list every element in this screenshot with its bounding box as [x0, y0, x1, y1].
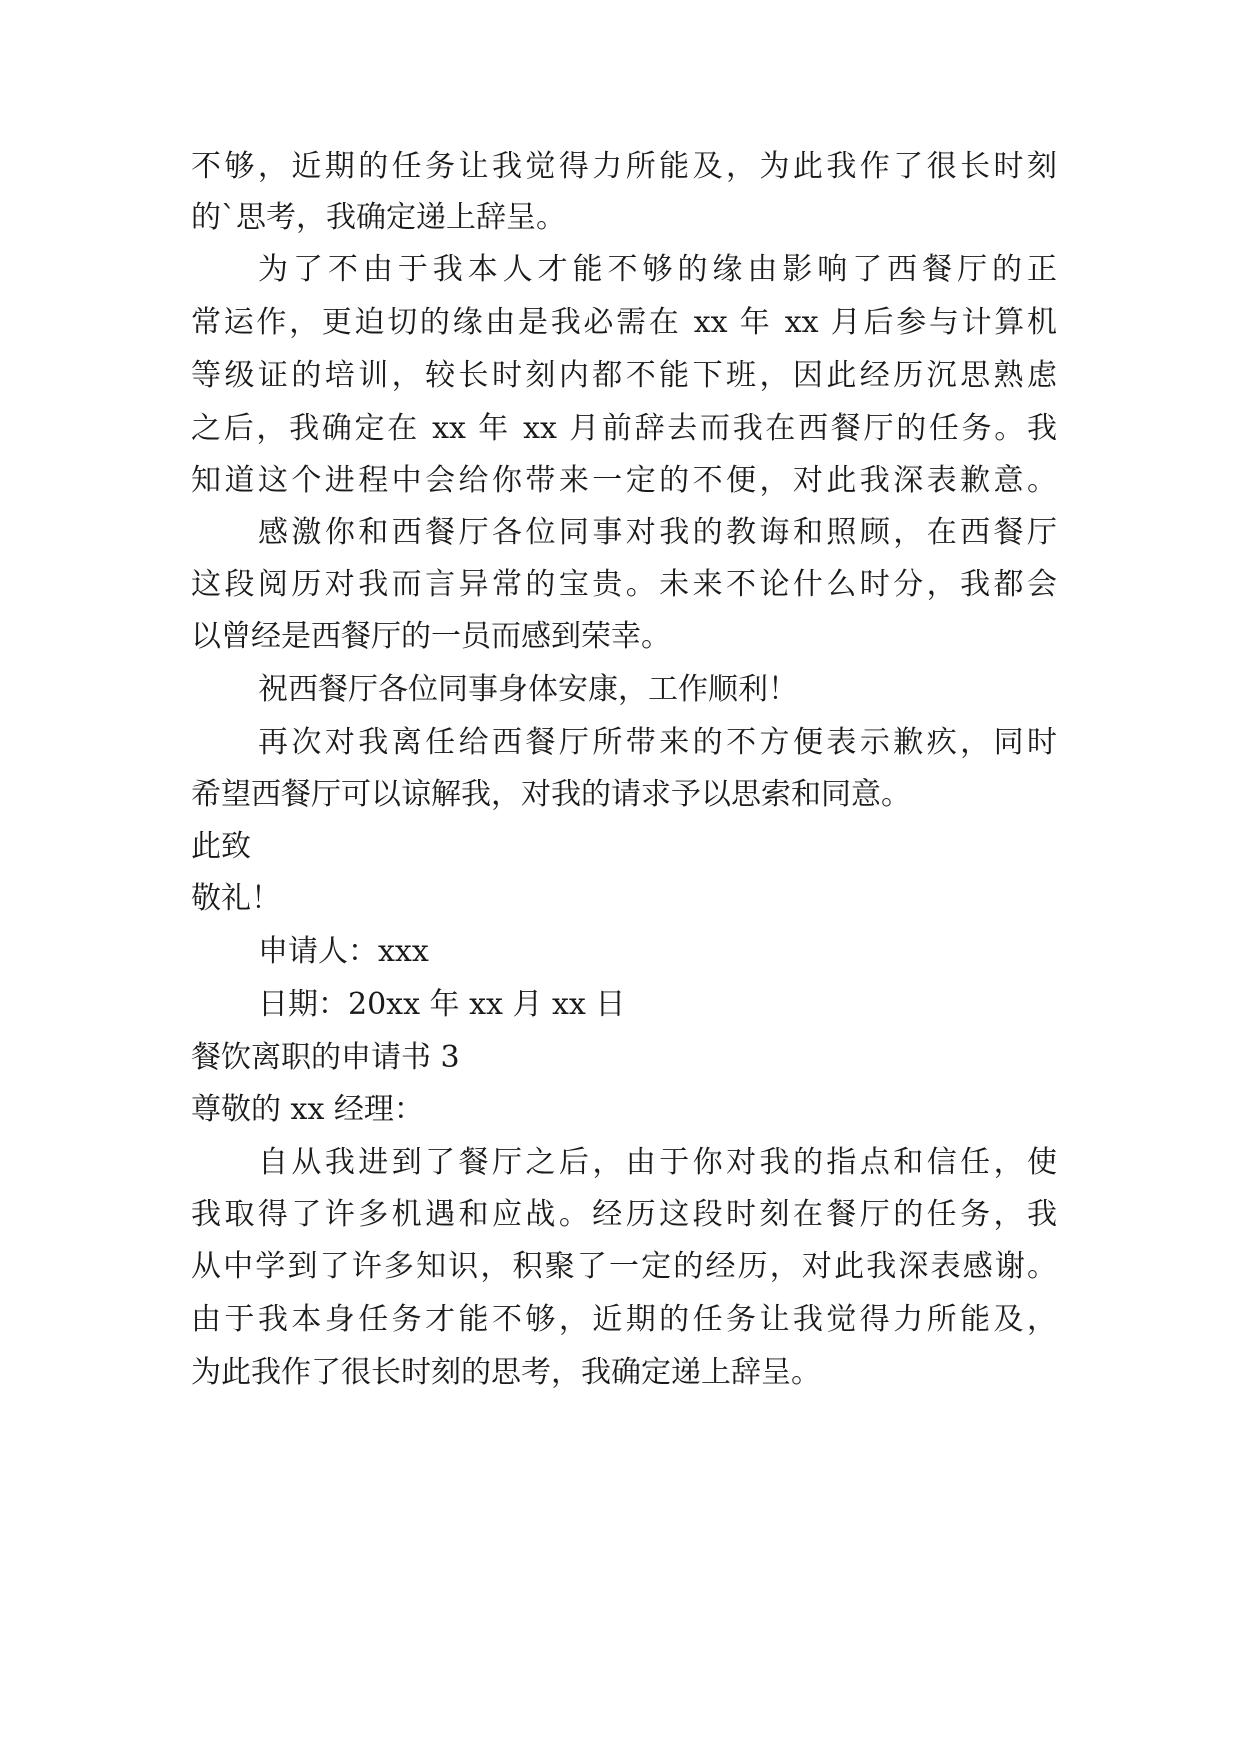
body-line: 等级证的培训，较长时刻内都不能下班，因此经历沉思熟虑 — [191, 358, 1057, 393]
paragraph-start-line: 为了不由于我本人才能不够的缘由影响了西餐厅的正 — [258, 252, 1057, 287]
body-line: 由于我本身任务才能不够，近期的任务让我觉得力所能及， — [191, 1302, 1057, 1337]
body-line: 以曾经是西餐厅的一员而感到荣幸。 — [191, 619, 671, 654]
body-line: 为此我作了很长时刻的思考，我确定递上辞呈。 — [191, 1355, 821, 1390]
closing-line: 此致 — [191, 829, 251, 864]
greeting-line: 尊敬的 xx 经理： — [191, 1092, 424, 1127]
section-title: 餐饮离职的申请书 3 — [191, 1040, 460, 1075]
salutation-line: 敬礼！ — [191, 881, 281, 916]
body-line: 的`思考，我确定递上辞呈。 — [191, 200, 566, 235]
date-line: 日期：20xx 年 xx 月 xx 日 — [258, 987, 626, 1022]
body-line: 希望西餐厅可以谅解我，对我的请求予以思索和同意。 — [191, 777, 911, 812]
body-line: 知道这个进程中会给你带来一定的不便，对此我深表歉意。 — [191, 463, 1057, 498]
applicant-line: 申请人：xxx — [258, 934, 429, 969]
body-line: 从中学到了许多知识，积聚了一定的经历，对此我深表感谢。 — [191, 1249, 1057, 1284]
body-line: 之后，我确定在 xx 年 xx 月前辞去而我在西餐厅的任务。我 — [191, 411, 1057, 446]
body-line: 这段阅历对我而言异常的宝贵。未来不论什么时分，我都会 — [191, 567, 1057, 602]
body-line: 不够，近期的任务让我觉得力所能及，为此我作了很长时刻 — [191, 149, 1057, 184]
paragraph-start-line: 再次对我离任给西餐厅所带来的不方便表示歉疚，同时 — [258, 725, 1057, 760]
paragraph-start-line: 自从我进到了餐厅之后，由于你对我的指点和信任，使 — [258, 1145, 1057, 1180]
paragraph-start-line: 感激你和西餐厅各位同事对我的教诲和照顾，在西餐厅 — [258, 515, 1057, 550]
body-line: 常运作，更迫切的缘由是我必需在 xx 年 xx 月后参与计算机 — [191, 305, 1057, 340]
paragraph-start-line: 祝西餐厅各位同事身体安康，工作顺利！ — [258, 672, 798, 707]
body-line: 我取得了许多机遇和应战。经历这段时刻在餐厅的任务，我 — [191, 1197, 1057, 1232]
